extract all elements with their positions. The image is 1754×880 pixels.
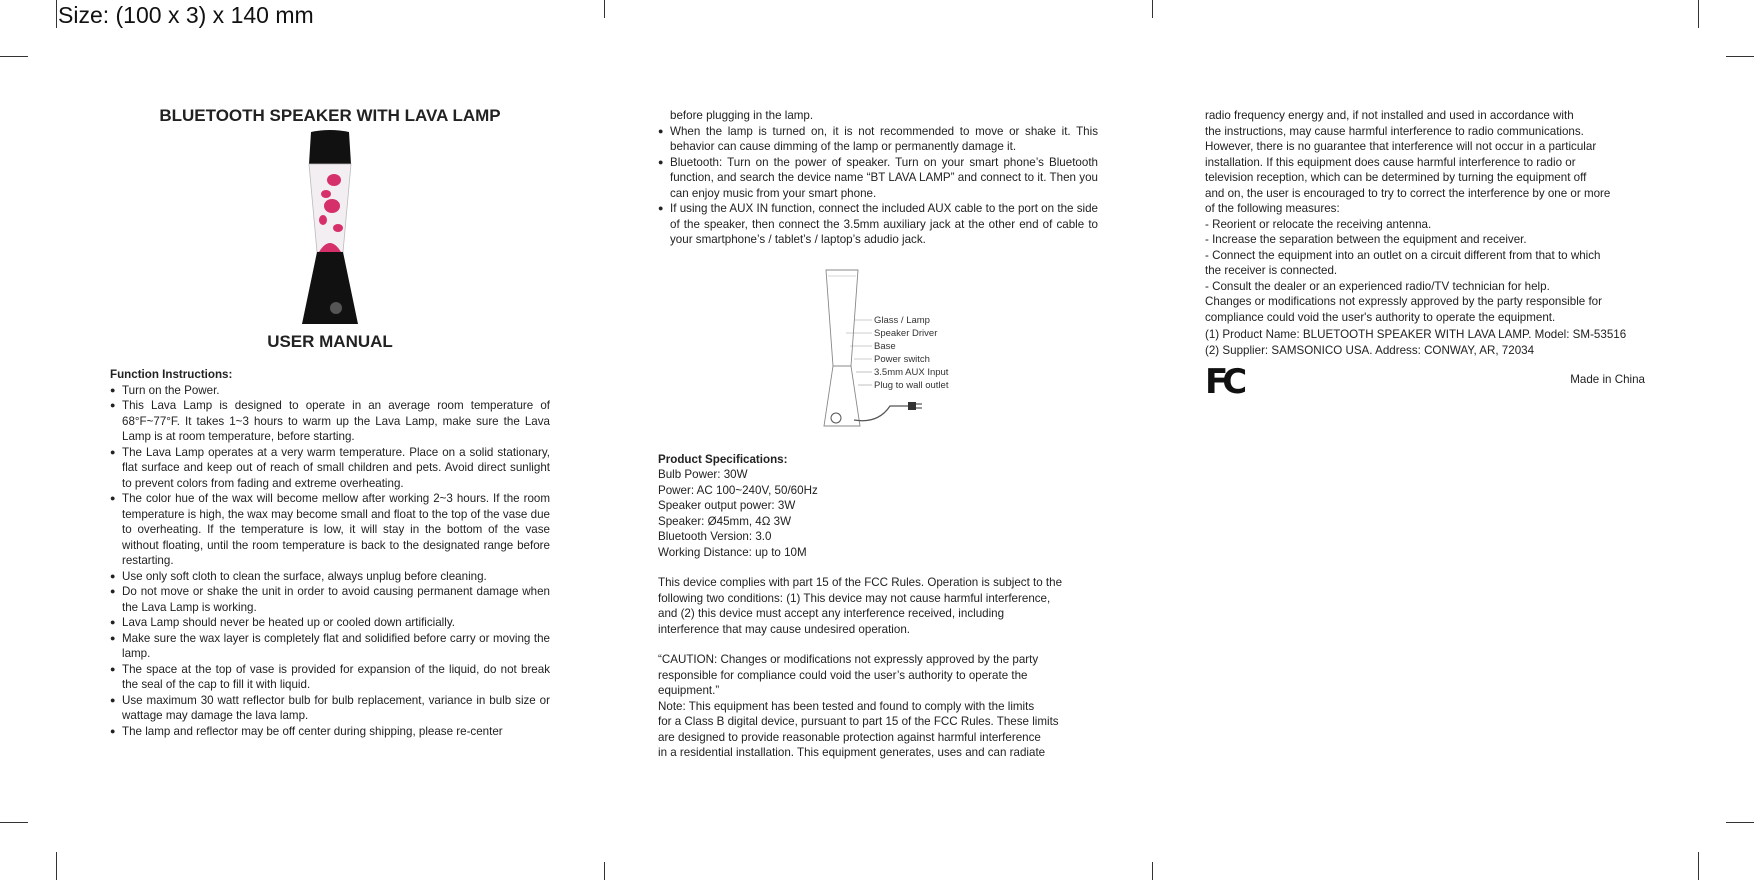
spec-item: Power: AC 100~240V, 50/60Hz xyxy=(658,483,818,497)
crop-mark xyxy=(604,862,605,880)
text-line: Changes or modifications not expressly approved by the party responsible for xyxy=(1205,295,1602,308)
fcc-compliance-text xyxy=(658,575,1098,637)
continuation-text: before plugging in the lamp. xyxy=(670,109,814,122)
list-item: ● Make sure the wax layer is completely flat and solidified before carry or moving the lamp. xyxy=(110,631,550,662)
text-line: “CAUTION: Changes or modifications not expressly approved by the party xyxy=(658,653,1039,666)
spec-item: Speaker: Ø45mm, 4Ω 3W xyxy=(658,514,792,528)
diagram-label-glass: Glass / Lamp xyxy=(874,314,930,326)
crop-mark xyxy=(1152,862,1153,880)
instruction-list xyxy=(110,383,550,740)
size-label: Size: (100 x 3) x 140 mm xyxy=(58,2,314,28)
text-line: - Connect the equipment into an outlet on a circuit different from that to which xyxy=(1205,248,1601,262)
instruction-list-continued xyxy=(658,124,1098,248)
diagram-label-switch: Power switch xyxy=(874,353,930,365)
caution-text xyxy=(658,652,1098,761)
spec-item: Bluetooth Version: 3.0 xyxy=(658,530,772,543)
text-line: (1) Product Name: BLUETOOTH SPEAKER WITH LAVA LAMP. Model: SM-53516 xyxy=(1205,328,1627,341)
text-line: interference that may cause undesired operation. xyxy=(658,622,910,636)
crop-mark xyxy=(1726,56,1754,57)
list-item: ● Use maximum 30 watt reflector bulb for bulb replacement, variance in bulb size or wattage may damage the lava lamp. xyxy=(110,693,550,724)
made-in-label: Made in China xyxy=(1570,373,1645,386)
lava-blob xyxy=(319,215,327,225)
text-line: However, there is no guarantee that interference will not occur in a particular xyxy=(1205,140,1597,153)
text-line: of the following measures: xyxy=(1205,202,1340,215)
text-line: and (2) this device must accept any interference received, including xyxy=(658,607,1005,620)
text-line: responsible for compliance could void the user’s authority to operate the xyxy=(658,668,1028,682)
list-item: ● The lamp and reflector may be off center during shipping, please re-center xyxy=(110,724,550,740)
crop-mark xyxy=(56,852,57,880)
diagram-label-speaker: Speaker Driver xyxy=(874,327,938,339)
panel-fcc xyxy=(1205,108,1645,408)
text-line: Note: This equipment has been tested and found to comply with the limits xyxy=(658,699,1035,713)
crop-mark xyxy=(0,56,28,57)
text-line: - Increase the separation between the equipment and receiver. xyxy=(1205,233,1527,246)
crop-mark xyxy=(0,822,28,823)
list-item: ● The Lava Lamp operates at a very warm temperature. Place on a solid stationary, flat surface and keep out of reach of small children and pets. Avoid direct sunlight to prevent colors from fading and extreme overheating. xyxy=(110,445,550,492)
text-line: - Consult the dealer or an experienced radio/TV technician for help. xyxy=(1205,279,1550,293)
panel-instructions-specs xyxy=(658,108,1098,761)
text-line: This device complies with part 15 of the FCC Rules. Operation is subject to the xyxy=(658,576,1063,589)
lava-lamp-image xyxy=(110,128,550,328)
text-line: are designed to provide reasonable protection against harmful interference xyxy=(658,730,1041,744)
text-line: television reception, which can be determined by turning the equipment off xyxy=(1205,171,1587,184)
text-line: the receiver is connected. xyxy=(1205,264,1338,277)
text-line: compliance could void the user's authority to operate the equipment. xyxy=(1205,310,1556,324)
list-item: ● The color hue of the wax will become mellow after working 2~3 hours. If the room temperature is high, the wax may become small and float to the top of the vase due to overheating. If the temperature is low, it will stay in the bottom of the vase without floating, until the room temperature is back to the designated range before restarting. xyxy=(110,491,550,569)
spec-list xyxy=(658,467,1098,560)
list-item: ● Turn on the Power. xyxy=(110,383,550,399)
text-line: the instructions, may cause harmful interference to radio communications. xyxy=(1205,124,1584,138)
crop-mark xyxy=(56,0,57,28)
crop-mark xyxy=(1698,852,1699,880)
spec-item: Bulb Power: 30W xyxy=(658,468,748,481)
user-manual-label: USER MANUAL xyxy=(267,331,393,351)
list-item: ● When the lamp is turned on, it is not recommended to move or shake it. This behavior can cause dimming of the lamp or permanently damage it. xyxy=(658,124,1098,155)
text-line: in a residential installation. This equipment generates, uses and can radiate xyxy=(658,746,1046,759)
list-item: ● Bluetooth: Turn on the power of speaker. Turn on your smart phone’s Bluetooth function, and search the device name “BT LAVA LAMP” and connect to it. Then you can enjoy music from your smart phone. xyxy=(658,155,1098,202)
lamp-diagram xyxy=(658,256,1098,446)
lava-blob xyxy=(327,174,341,186)
spec-heading: Product Specifications: xyxy=(658,452,788,466)
text-line: - Reorient or relocate the receiving antenna. xyxy=(1205,217,1432,231)
text-line: for a Class B digital device, pursuant to part 15 of the FCC Rules. These limits xyxy=(658,715,1059,728)
fcc-logo-icon: FC xyxy=(1205,362,1242,402)
list-item: ● This Lava Lamp is designed to operate in an average room temperature of 68°F~77°F. It takes 1~3 hours to warm up the Lava Lamp, make sure the Lava Lamp is at room temperature, before starting. xyxy=(110,398,550,445)
crop-mark xyxy=(604,0,605,18)
text-line: (2) Supplier: SAMSONICO USA. Address: CONWAY, AR, 72034 xyxy=(1205,343,1535,357)
fcc-continued-text xyxy=(1205,108,1645,358)
spec-item: Speaker output power: 3W xyxy=(658,499,796,512)
text-line: installation. If this equipment does cause harmful interference to radio or xyxy=(1205,155,1576,169)
text-line: and on, the user is encouraged to try to correct the interference by one or more xyxy=(1205,186,1611,200)
list-item: ● Lava Lamp should never be heated up or cooled down artificially. xyxy=(110,615,550,631)
lava-blob xyxy=(333,224,343,232)
diagram-label-aux: 3.5mm AUX Input xyxy=(874,366,949,378)
diagram-label-plug: Plug to wall outlet xyxy=(874,379,949,391)
panel-cover xyxy=(110,108,550,739)
lava-blob xyxy=(324,199,340,213)
text-line: radio frequency energy and, if not installed and used in accordance with xyxy=(1205,109,1574,122)
diagram-label-base: Base xyxy=(874,340,896,352)
list-item: ● Do not move or shake the unit in order to avoid causing permanent damage when the Lava Lamp is working. xyxy=(110,584,550,615)
crop-mark xyxy=(1726,822,1754,823)
crop-mark xyxy=(1698,0,1699,28)
list-item: ● The space at the top of vase is provided for expansion of the liquid, do not break the seal of the cap to fill it with liquid. xyxy=(110,662,550,693)
lava-blob xyxy=(321,190,331,198)
list-item: ● Use only soft cloth to clean the surface, always unplug before cleaning. xyxy=(110,569,550,585)
list-item: ● If using the AUX IN function, connect the included AUX cable to the port on the side of the speaker, then connect the 3.5mm auxiliary jack at the other end of cable to your smartphone’s / tablet’s / laptop’s adudio jack. xyxy=(658,201,1098,248)
spec-item: Working Distance: up to 10M xyxy=(658,545,807,559)
function-heading: Function Instructions: xyxy=(110,368,233,381)
text-line: following two conditions: (1) This device may not cause harmful interference, xyxy=(658,591,1051,605)
product-title: BLUETOOTH SPEAKER WITH LAVA LAMP xyxy=(159,106,501,125)
text-line: equipment.” xyxy=(658,684,720,697)
crop-mark xyxy=(1152,0,1153,18)
